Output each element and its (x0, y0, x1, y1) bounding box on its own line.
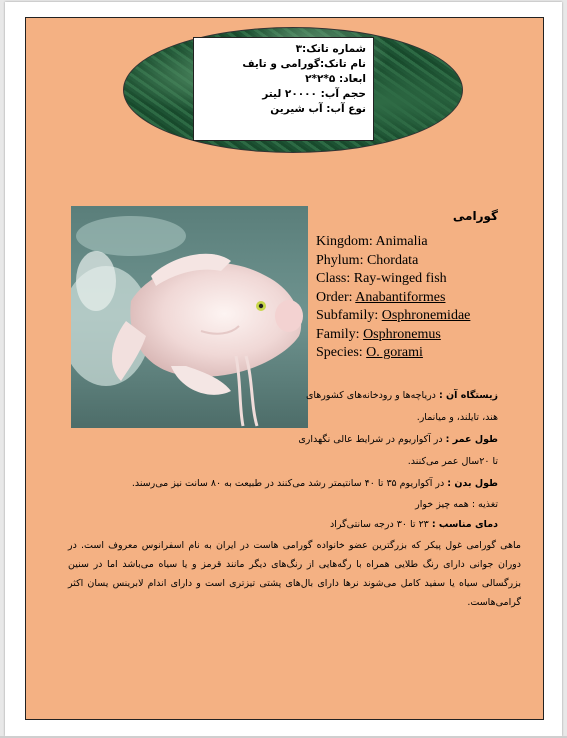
taxonomy-list (316, 233, 470, 363)
fish-title: گورامی (452, 209, 498, 223)
taxonomy-label: Class: (316, 271, 354, 286)
tank-name: نام تانک:گورامی و تایف (242, 58, 366, 70)
taxonomy-label: Species: (316, 345, 367, 360)
lifespan-paragraph (278, 429, 498, 473)
taxonomy-label: Order: (316, 289, 356, 305)
habitat-text-2: هند، تایلند، و میانمار. (416, 412, 498, 423)
taxonomy-value: Anabantiformes (355, 289, 446, 305)
temperature-text: ۲۳ تا ۳۰ درجه سانتی‌گراد (330, 519, 432, 530)
tank-water-type: نوع آب: آب شیرین (270, 103, 366, 115)
temperature-label: دمای مناسب : (431, 519, 498, 530)
taxonomy-label: Subfamily: (316, 308, 382, 323)
taxonomy-family (316, 326, 470, 345)
taxonomy-label: Family: (316, 326, 364, 342)
taxonomy-value: Osphronemus (363, 326, 441, 342)
taxonomy-value: Osphronemidae (381, 308, 471, 323)
gourami-fish-photo (71, 206, 308, 428)
taxonomy-order (316, 289, 470, 308)
taxonomy-value: O. gorami (366, 345, 423, 360)
description-paragraph: ماهی گورامی غول پیکر که بزرگترین عضو خانواده گورامی هاست در ایران به نام اسفرانوس معروف است. در دوران جوانی دارای رنگ طلایی همراه با رگه‌هایی از رنگ‌های دیگر مانند قرمز و یا سیاه می‌باشد اما در سنین بزرگسالی سیاه یا سفید کامل می‌شوند نرها دارای بال‌های پشتی تیزتری است و دارای اندام لابرینس یسان اکثر گرامی‌هاست. (68, 540, 521, 608)
taxonomy-kingdom (316, 233, 470, 252)
taxonomy-subfamily (316, 307, 470, 326)
habitat-label: زیستگاه آن : (438, 390, 498, 401)
lifespan-text-2: تا ۲۰سال عمر می‌کنند. (407, 456, 498, 467)
taxonomy-value: Chordata (366, 252, 419, 268)
tank-volume: حجم آب: ۲۰۰۰۰ لیتر (262, 88, 366, 100)
food-text: تغذیه : همه چیز خوار (415, 499, 498, 510)
food-paragraph (278, 496, 498, 514)
temperature-paragraph (278, 516, 498, 534)
taxonomy-class (316, 270, 470, 289)
taxonomy-label: Phylum: (316, 252, 367, 268)
taxonomy-phylum (316, 252, 470, 271)
lifespan-label: طول عمر : (445, 434, 498, 445)
document-page (5, 2, 562, 736)
taxonomy-species (316, 344, 470, 363)
body-length-paragraph (38, 475, 498, 493)
page-border-frame (25, 17, 544, 720)
habitat-text-1: دریاچه‌ها و رودخانه‌های کشورهای (305, 390, 439, 401)
lifespan-text-1: در آکواریوم در شرایط عالی نگهداری (298, 434, 446, 445)
taxonomy-value: Animalia (375, 234, 428, 249)
habitat-paragraph (278, 385, 498, 429)
taxonomy-value: Ray-winged fish (353, 271, 447, 286)
taxonomy-label: Kingdom: (316, 234, 376, 249)
tank-info-box (193, 37, 374, 141)
tank-dimensions: ابعاد: ۵*۲*۲ (305, 73, 366, 85)
length-label: طول بدن : (447, 478, 498, 489)
length-text: در آکواریوم ۳۵ تا ۴۰ سانتیمتر رشد می‌کنند در طبیعت به ۸۰ سانت نیز می‌رسند. (131, 478, 448, 489)
tank-number: شماره تانک:۳ (295, 43, 366, 55)
